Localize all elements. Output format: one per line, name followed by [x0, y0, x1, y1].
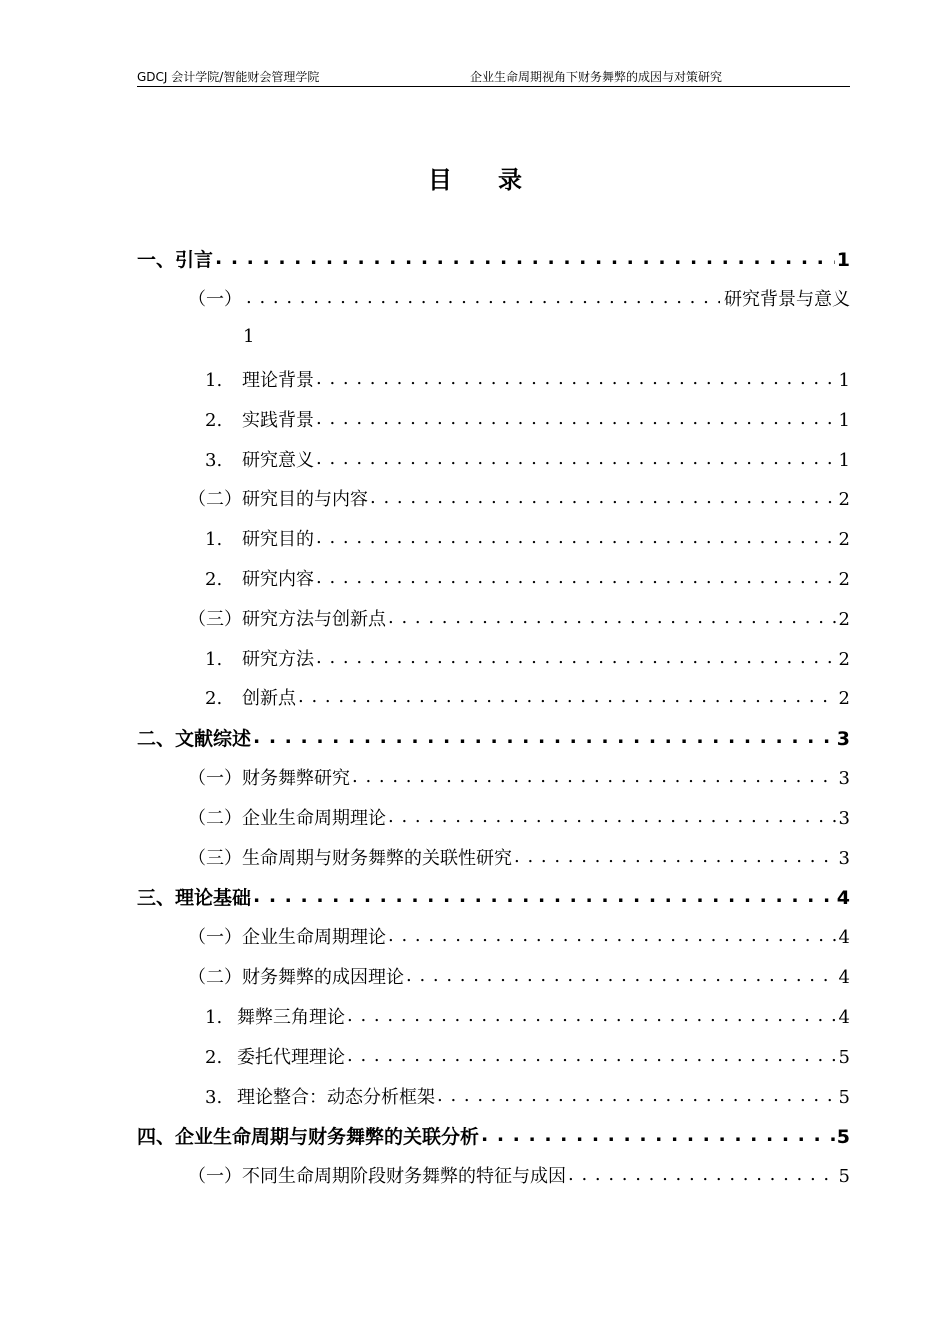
- toc-entry-section-3-2-2[interactable]: [205, 1043, 850, 1069]
- toc-entry-label: 研究目的: [242, 529, 314, 550]
- toc-entry-label: （一）: [188, 289, 242, 310]
- toc-page-number: 1: [838, 370, 850, 391]
- toc-entry-number: 2.: [205, 569, 223, 590]
- toc-entry-number: 1.: [205, 529, 223, 550]
- header-thesis-title: 企业生命周期视角下财务舞弊的成因与对策研究: [470, 70, 723, 84]
- toc-entry-label: 二、文献综述: [137, 728, 252, 750]
- dot-leader: [347, 1005, 837, 1023]
- toc-page-number: 2: [838, 609, 850, 630]
- toc-page-number: 3: [838, 848, 850, 869]
- dot-leader: [406, 965, 837, 983]
- toc-page-number: 2: [838, 489, 850, 510]
- toc-entry-number: 2.: [205, 410, 223, 431]
- dot-leader: [316, 567, 837, 585]
- toc-page-number: 2: [838, 649, 850, 670]
- toc-entry-label: 研究内容: [242, 569, 314, 590]
- toc-entry-label: 四、企业生命周期与财务舞弊的关联分析: [137, 1126, 480, 1148]
- toc-page-number: 5: [838, 1087, 850, 1108]
- toc-entry-label: （一）不同生命周期阶段财务舞弊的特征与成因: [188, 1166, 566, 1187]
- dot-leader: [316, 527, 837, 545]
- toc-entry-label: 实践背景: [242, 410, 314, 431]
- dot-leader: [568, 1164, 837, 1182]
- toc-page-number: 2: [838, 688, 850, 709]
- toc-entry-section-1-1-1[interactable]: [205, 366, 850, 392]
- toc-entry-number: 1.: [205, 1007, 223, 1028]
- dot-leader: [437, 1085, 837, 1103]
- page-header: [137, 66, 850, 87]
- toc-entry-label: （三）研究方法与创新点: [188, 609, 386, 630]
- toc-title: 目录: [428, 166, 568, 194]
- dot-leader: [388, 607, 837, 625]
- dot-leader: [316, 368, 837, 386]
- toc-entry-section-1-1-2[interactable]: [205, 406, 850, 432]
- toc-entry-label: 三、理论基础: [137, 887, 252, 909]
- dot-leader: [298, 686, 837, 704]
- toc-page-number: 1: [838, 450, 850, 471]
- toc-page-number: 4: [838, 1007, 850, 1028]
- toc-entry-section-1-3-2[interactable]: [205, 684, 850, 710]
- dot-leader: [215, 247, 835, 266]
- dot-leader: [316, 408, 837, 426]
- header-institution: GDCJ 会计学院/智能财会管理学院: [137, 70, 320, 84]
- toc-entry-section-2[interactable]: [137, 724, 850, 751]
- toc-entry-label: 研究方法: [242, 649, 314, 670]
- toc-entry-section-2-2[interactable]: [188, 804, 850, 830]
- toc-entry-label: （三）生命周期与财务舞弊的关联性研究: [188, 848, 512, 869]
- toc-entry-label: 理论背景: [242, 370, 314, 391]
- dot-leader: [246, 287, 720, 305]
- toc-page-number: 3: [838, 768, 850, 789]
- toc-entry-label: （二）企业生命周期理论: [188, 808, 386, 829]
- toc-page-number: 4: [838, 927, 850, 948]
- toc-entry-number: 1.: [205, 649, 223, 670]
- toc-page-number: 5: [838, 1047, 850, 1068]
- toc-page-number: 3: [838, 808, 850, 829]
- toc-entry-section-2-1[interactable]: [188, 764, 850, 790]
- toc-entry-number: 1.: [205, 370, 223, 391]
- dot-leader: [347, 1045, 837, 1063]
- toc-entry-section-1[interactable]: [137, 245, 850, 272]
- toc-entry-number: 3.: [205, 450, 223, 471]
- toc-page-number-wrapped: 1: [243, 326, 255, 347]
- toc-entry-number: 3.: [205, 1087, 223, 1108]
- toc-entry-label: 舞弊三角理论: [237, 1007, 345, 1028]
- toc-page-number: 2: [838, 529, 850, 550]
- toc-entry-label: （一）财务舞弊研究: [188, 768, 350, 789]
- toc-entry-label: （二）研究目的与内容: [188, 489, 368, 510]
- toc-entry-number: 2.: [205, 688, 223, 709]
- toc-entry-label: 创新点: [242, 688, 296, 709]
- toc-entry-section-1-2[interactable]: [188, 485, 850, 511]
- dot-leader: [514, 846, 837, 864]
- toc-entry-label: （一）企业生命周期理论: [188, 927, 386, 948]
- dot-leader: [316, 448, 837, 466]
- toc-page-number: 4: [836, 887, 850, 909]
- toc-entry-section-3-1[interactable]: [188, 923, 850, 949]
- toc-entry-section-3-2-3[interactable]: [205, 1083, 850, 1109]
- toc-entry-label: （二）财务舞弊的成因理论: [188, 967, 404, 988]
- dot-leader: [253, 726, 835, 745]
- toc-entry-section-1-1-3[interactable]: [205, 446, 850, 472]
- dot-leader: [370, 487, 837, 505]
- dot-leader: [481, 1124, 835, 1143]
- toc-entry-section-3[interactable]: [137, 883, 850, 910]
- toc-page-number: 1: [838, 410, 850, 431]
- toc-page-number: 1: [836, 249, 850, 271]
- toc-entry-section-1-1[interactable]: [188, 285, 850, 311]
- toc-entry-section-1-3[interactable]: [188, 605, 850, 631]
- dot-leader: [388, 806, 837, 824]
- toc-entry-section-2-3[interactable]: [188, 844, 850, 870]
- toc-page-number: 2: [838, 569, 850, 590]
- toc-page-number: 5: [838, 1166, 850, 1187]
- toc-entry-section-4[interactable]: [137, 1122, 850, 1149]
- toc-page-number: 3: [836, 728, 850, 750]
- dot-leader: [352, 766, 837, 784]
- toc-entry-label: 理论整合：动态分析框架: [237, 1087, 435, 1108]
- toc-entry-section-1-2-2[interactable]: [205, 565, 850, 591]
- toc-entry-label: 委托代理理论: [237, 1047, 345, 1068]
- toc-entry-label: 研究意义: [242, 450, 314, 471]
- toc-entry-label: 一、引言: [137, 249, 214, 271]
- dot-leader: [388, 925, 837, 943]
- toc-entry-number: 2.: [205, 1047, 223, 1068]
- toc-entry-section-4-1[interactable]: [188, 1162, 850, 1188]
- toc-page-number: 5: [836, 1126, 850, 1148]
- toc-entry-section-1-3-1[interactable]: [205, 645, 850, 671]
- toc-entry-section-3-2[interactable]: [188, 963, 850, 989]
- toc-page-number: 4: [838, 967, 850, 988]
- toc-entry-section-1-2-1[interactable]: [205, 525, 850, 551]
- dot-leader: [253, 885, 835, 904]
- toc-entry-section-3-2-1[interactable]: [205, 1003, 850, 1029]
- toc-entry-title: 研究背景与意义: [724, 289, 850, 310]
- dot-leader: [316, 647, 837, 665]
